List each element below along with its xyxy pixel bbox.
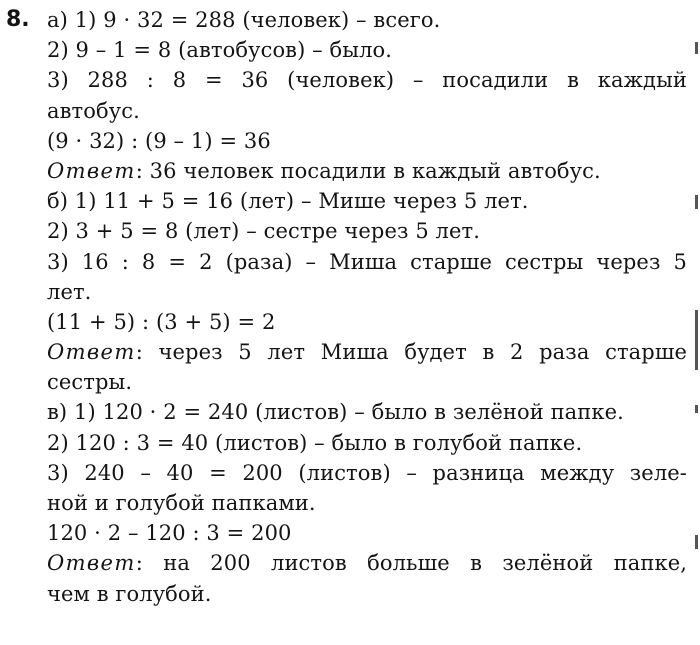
edge-mark [695, 310, 698, 370]
edge-mark [695, 405, 698, 413]
line-text: : 36 человек посадили в каждый автобус. [135, 158, 601, 183]
line-text: лет. [47, 279, 92, 304]
edge-mark [695, 535, 698, 549]
line-text: б) 1) 11 + 5 = 16 (лет) – Мише через 5 лет. [47, 189, 529, 214]
line-text: : на 200 листов больше в зелёной папке, [135, 551, 687, 576]
solution-line [47, 488, 687, 518]
line-text: : через 5 лет Миша будет в 2 раза старше [135, 340, 687, 365]
solution-line [47, 367, 687, 397]
line-text: сестры. [47, 370, 133, 395]
solution-line [47, 65, 687, 95]
solution-text [47, 5, 687, 609]
solution-line [47, 277, 687, 307]
solution-line [47, 216, 687, 246]
page-edge-marks [692, 0, 700, 645]
line-text: в) 1) 120 · 2 = 240 (листов) – было в зелёной папке. [47, 400, 624, 425]
line-text: 2) 120 : 3 = 40 (листов) – было в голубой папке. [47, 430, 583, 455]
solution-line [47, 96, 687, 126]
line-text: а) 1) 9 · 32 = 288 (человек) – всего. [47, 8, 441, 32]
line-text: 3) 16 : 8 = 2 (раза) – Миша старше сестры через 5 [47, 249, 687, 274]
line-text: чем в голубой. [47, 581, 212, 606]
solution-line [47, 428, 687, 458]
answer-label: Ответ [47, 340, 136, 365]
line-text: 2) 9 – 1 = 8 (автобусов) – было. [47, 38, 393, 63]
answer-label: Ответ [47, 551, 136, 576]
line-text: 120 · 2 – 120 : 3 = 200 [47, 521, 292, 546]
solution-line [47, 307, 687, 337]
problem-number: 8. [6, 7, 30, 32]
solution-line [47, 5, 687, 35]
solution-line [47, 397, 687, 427]
solution-line [47, 518, 687, 548]
line-text: 3) 240 – 40 = 200 (листов) – разница между зеле- [47, 460, 687, 485]
solution-line [47, 548, 687, 578]
line-text: 2) 3 + 5 = 8 (лет) – сестре через 5 лет. [47, 219, 481, 244]
line-text: автобус. [47, 98, 140, 123]
line-text: ной и голубой папками. [47, 491, 316, 515]
solution-line [47, 579, 687, 609]
edge-mark [695, 195, 698, 209]
edge-mark [695, 42, 698, 54]
line-text: (9 · 32) : (9 – 1) = 36 [47, 128, 271, 153]
solution-line [47, 35, 687, 65]
answer-label: Ответ [47, 158, 136, 183]
line-text: 3) 288 : 8 = 36 (человек) – посадили в каждый [47, 68, 687, 93]
solution-line [47, 186, 687, 216]
solution-line [47, 458, 687, 488]
solution-line [47, 337, 687, 367]
line-text: (11 + 5) : (3 + 5) = 2 [47, 309, 276, 334]
solution-line [47, 126, 687, 156]
solution-line [47, 156, 687, 186]
solution-line [47, 247, 687, 277]
